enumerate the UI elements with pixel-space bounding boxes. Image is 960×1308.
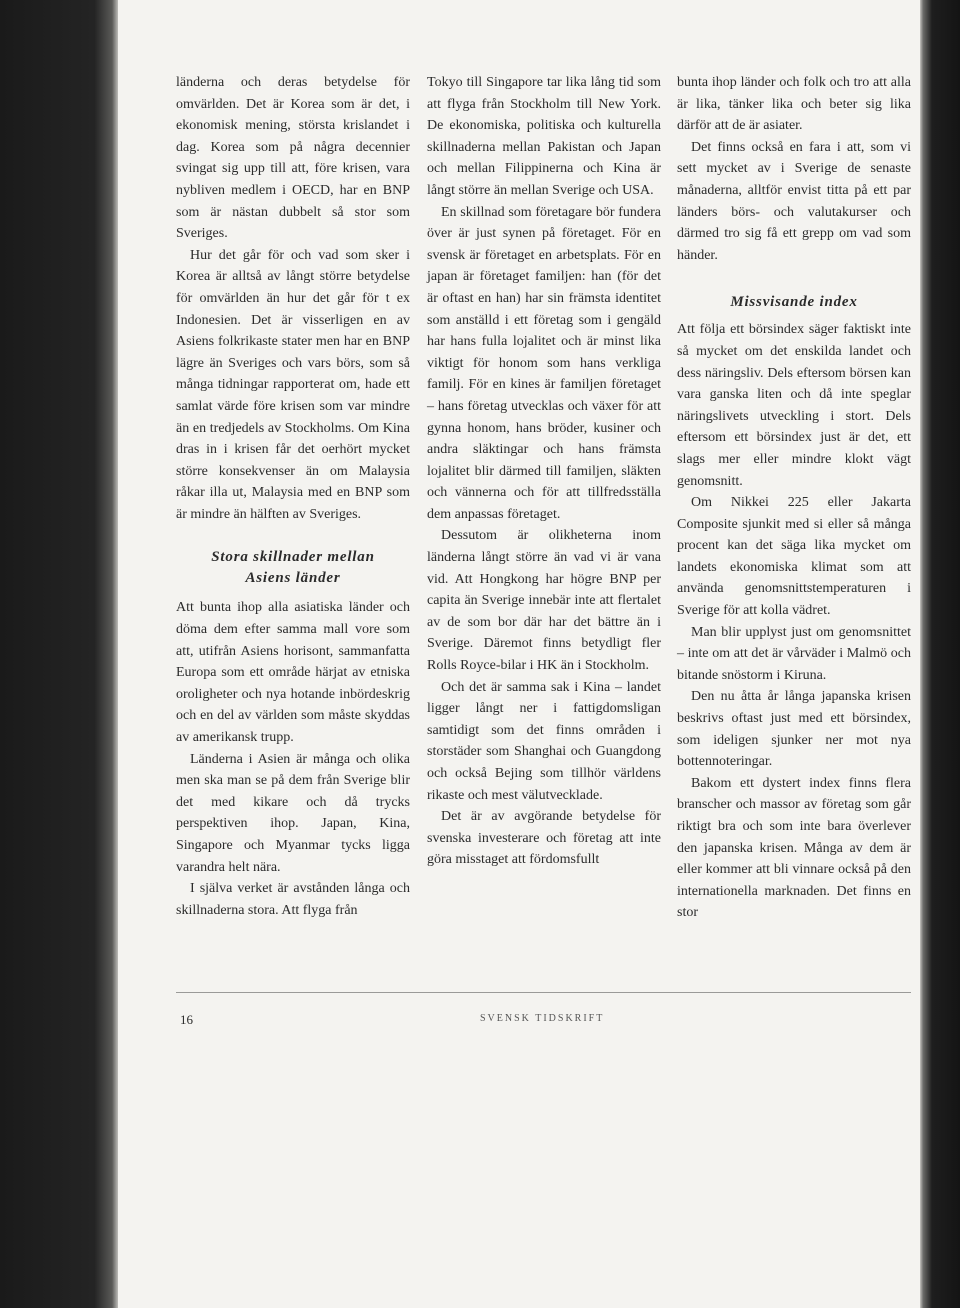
section-heading — [176, 547, 410, 589]
paragraph: Länderna i Asien är många och olika men ska man se på dem från Sverige blir det med kikare och då trycks perspektiven ihop. Japan, Kina, Singapore och Myanmar tycks ligga varandra helt nära. — [176, 751, 410, 875]
section-heading-line: Missvisande index — [730, 294, 858, 311]
section-heading — [677, 292, 911, 313]
paragraph: Dessutom är olikheterna inom länderna långt större än vad vi är vana vid. Att Hongkong har högre BNP per capita än Sverige innebär inte att flertalet av de som bor där har det bättre än i Sverige. Däremot finns betydligt fler Rolls Royce-bilar i HK än i Stockholm. — [427, 528, 661, 674]
text-column-1 — [176, 72, 410, 921]
paragraph: En skillnad som företagare bör fundera över är just synen på företaget. För en svensk är företaget en arbetsplats. För en japan är företaget familjen: han (för det är oftast en han) har sin främsta identitet som anställd i ett företag som i gengäld har hans fulla lojalitet och är minst lika viktigt för honom som hans verkliga familj. För en kines är familjen företaget – hans företag utvecklas och växer för att gynna honom, hans bröder, kusiner och andra släktingar och hans främsta lojalitet blir därmed till familjen, släkten och vännerna och för att tillfredsställa dem anpassas företaget. — [427, 204, 661, 522]
paragraph: Tokyo till Singapore tar lika lång tid som att flyga från Stockholm till New York. De ekonomiska, politiska och kulturella skillnaderna mellan Pakistan och Japan och mellan Filippinerna och Kina är långt större än mellan Sverige och USA. — [427, 75, 661, 198]
text-column-3 — [677, 72, 911, 924]
journal-name: SVENSK TIDSKRIFT — [480, 1013, 605, 1024]
scan-left-shadow — [0, 0, 118, 1308]
page-number: 16 — [180, 1012, 193, 1027]
paragraph: I själva verket är avstånden långa och skillnaderna stora. Att flyga från — [176, 881, 410, 918]
paragraph: Att bunta ihop alla asiatiska länder och döma dem efter samma mall vore som att, utifrån Asiens horisont, sammanfatta Europa som ett område härjat av etniska oroligheter och nya hotande inbördeskrig och en del av världen som måste skyddas av amerikansk trupp. — [176, 600, 410, 746]
paragraph: Och det är samma sak i Kina – landet ligger långt ner i fattigdomsligan samtidigt som det finns områden i storstäder som Shanghai och Guangdong och också Bejing som tillhör världens rikaste och mest välutvecklade. — [427, 679, 661, 803]
paragraph: Man blir upplyst just om genomsnittet – inte om att det är vårväder i Malmö och bitande snöstorm i Kiruna. — [677, 624, 911, 683]
paragraph: bunta ihop länder och folk och tro att alla är lika, tänker lika och beter sig lika därför att de är asiater. — [677, 75, 911, 134]
paragraph: Bakom ett dystert index finns flera branscher och massor av företag som går riktigt bra och som inte bara överlever den japanska krisen. Många av dem är eller kommer att bli vinnare också på den internationella marknaden. Det finns en stor — [677, 775, 911, 921]
section-heading-line: Asiens länder — [245, 570, 341, 587]
paragraph: länderna och deras betydelse för omvärlden. Det är Korea som är det, i ekonomisk mening, största krislandet i dag. Korea som på några decennier svingat sig upp till att, före krisen, vara nybliven medlem i OECD, har en BNP som är nästan dubbelt så stor som Sveriges. — [176, 75, 410, 242]
scan-right-shadow — [920, 0, 960, 1308]
paragraph: Hur det går för och vad som sker i Korea är alltså av långt större betydelse för omvärlden än hur det går för t ex Indonesien. Det är visserligen en av Asiens folkrikaste stater men har en BNP lägre än Sveriges och vars börs, som så många tidningar rapporterat om, hade ett samlat värde före krisen som var mindre än en tredjedels av Stockholms. Om Kina dras in i krisen får det oerhört mycket större konsekvenser än om Malaysia råkar illa ut, Malaysia med en BNP som är mindre än hälften av Sveriges. — [176, 247, 410, 522]
paragraph: Det finns också en fara i att, som vi sett mycket av i Sverige de senaste månaderna, alltför envist titta på ett par länders börs- och valutakurser och därmed tro sig få ett grepp om vad som händer. — [677, 139, 911, 263]
footer-rule — [176, 992, 911, 993]
text-column-2 — [427, 72, 661, 871]
paragraph: Det är av avgörande betydelse för svenska investerare och företag att inte göra misstaget att fördomsfullt — [427, 809, 661, 868]
paragraph: Den nu åtta år långa japanska krisen beskrivs oftast just med ett börsindex, som ideligen sjunker ner mot nya bottennoteringar. — [677, 689, 911, 770]
paragraph: Att följa ett börsindex säger faktiskt inte så mycket om det enskilda landet och dess näringsliv. Dels eftersom börsen kan vara ganska liten och då inte speglar näringslivets utveckling i stort. Dels eftersom ett börsindex just är det, ett slags mer eller mindre klokt vägt genomsnitt. — [677, 322, 911, 489]
paragraph: Om Nikkei 225 eller Jakarta Composite sjunkit med si eller så många procent kan det säga lika mycket om landets ekonomiska klimat som att använda genomsnittstemperaturen i Sverige för att kolla vädret. — [677, 495, 911, 619]
section-heading-line: Stora skillnader mellan — [211, 549, 375, 566]
